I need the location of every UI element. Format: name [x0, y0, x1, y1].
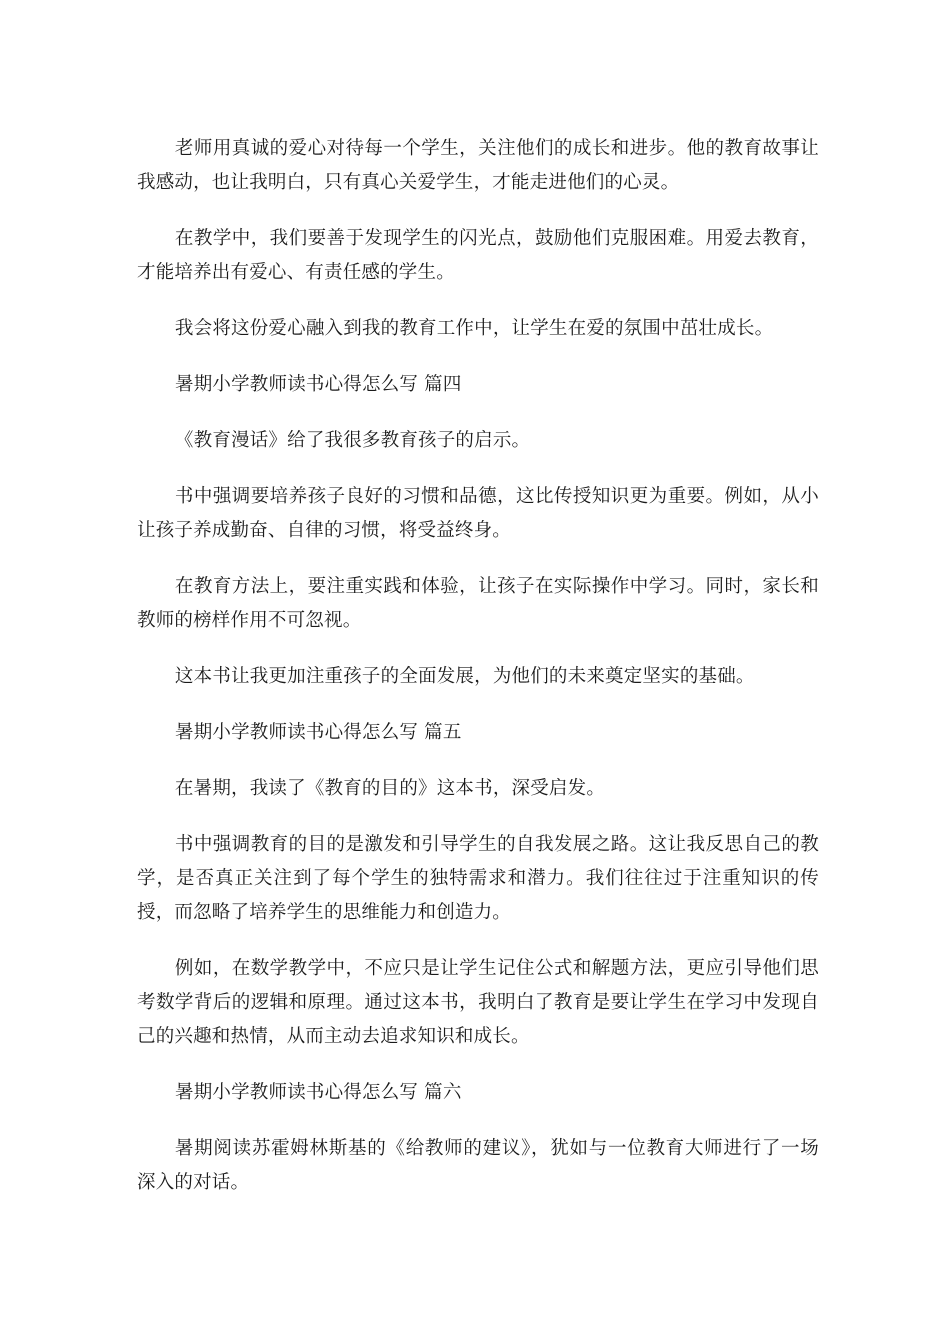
paragraph: 在暑期，我读了《教育的目的》这本书，深受启发。: [174, 778, 606, 799]
paragraph: 书中强调教育的目的是激发和引导学生的自我发展之路。这让我反思自己的教学，是否真正关注到了每个学生的独特需求和潜力。我们往往过于注重知识的传授，而忽略了培养学生的思维能力和创造力。: [137, 834, 819, 923]
section-heading: 暑期小学教师读书心得怎么写 篇六: [175, 1082, 462, 1103]
paragraph: 老师用真诚的爱心对待每一个学生，关注他们的成长和进步。他的教育故事让我感动，也让我明白，只有真心关爱学生，才能走进他们的心灵。: [137, 138, 819, 193]
paragraph: 暑期阅读苏霍姆林斯基的《给教师的建议》，犹如与一位教育大师进行了一场深入的对话。: [137, 1138, 819, 1193]
paragraph: 我会将这份爱心融入到我的教育工作中，让学生在爱的氛围中茁壮成长。: [174, 318, 774, 339]
paragraph: 这本书让我更加注重孩子的全面发展，为他们的未来奠定坚实的基础。: [174, 666, 755, 687]
paragraph: 在教学中，我们要善于发现学生的闪光点，鼓励他们克服困难。用爱去教育，才能培养出有爱心、有责任感的学生。: [137, 228, 819, 283]
section-heading: 暑期小学教师读书心得怎么写 篇五: [175, 722, 462, 743]
paragraph: 例如，在数学教学中，不应只是让学生记住公式和解题方法，更应引导他们思考数学背后的逻辑和原理。通过这本书，我明白了教育是要让学生在学习中发现自己的兴趣和热情，从而主动去追求知识和成长。: [137, 958, 819, 1047]
paragraph: 《教育漫话》给了我很多教育孩子的启示。: [174, 430, 531, 451]
paragraph: 在教育方法上，要注重实践和体验，让孩子在实际操作中学习。同时，家长和教师的榜样作用不可忽视。: [137, 576, 819, 631]
paragraph: 书中强调要培养孩子良好的习惯和品德，这比传授知识更为重要。例如，从小让孩子养成勤奋、自律的习惯，将受益终身。: [137, 486, 819, 541]
document-body: [137, 132, 819, 1222]
section-heading: 暑期小学教师读书心得怎么写 篇四: [175, 374, 462, 395]
